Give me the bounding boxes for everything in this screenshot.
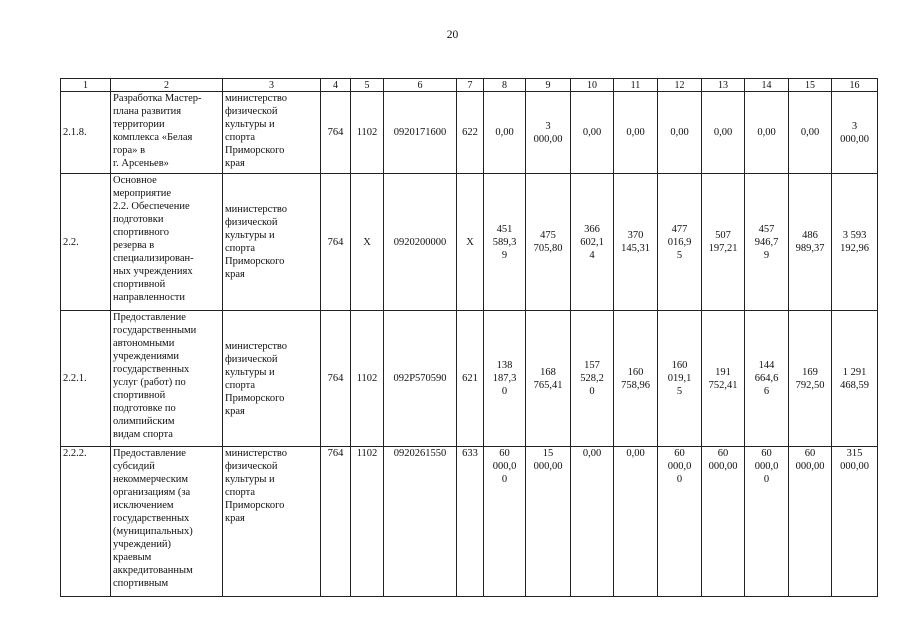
- row-number: 2.2.: [61, 174, 111, 311]
- header-cell: 15: [789, 79, 832, 92]
- code-section: 1102: [351, 311, 384, 447]
- amount-cell: 370 145,31: [621, 230, 650, 254]
- amount-cell: 486 989,37: [795, 230, 825, 254]
- amount-cell: 60 000,0 0: [754, 448, 779, 485]
- row-number: 2.2.2.: [61, 447, 111, 597]
- amount-cell: 15 000,00: [533, 448, 563, 472]
- amount-cell: 60 000,0 0: [667, 448, 692, 485]
- amount-cell: 3 000,00: [533, 120, 563, 145]
- code-grbs: 764: [321, 92, 351, 174]
- table-row: [61, 311, 878, 447]
- amount-total: 1 291 468,59: [840, 366, 869, 391]
- code-target: 0920200000: [384, 174, 457, 311]
- code-expense-type: Х: [457, 174, 484, 311]
- executor-name: министерство физической культуры и спорта Приморского края: [225, 93, 288, 169]
- row-number: 2.1.8.: [61, 92, 111, 174]
- amount-cell: 60 000,0 0: [492, 448, 517, 485]
- amount-total: 315 000,00: [840, 448, 869, 472]
- header-cell: 4: [321, 79, 351, 92]
- measure-name: Основное мероприятие 2.2. Обеспечение подготовки спортивного резерва в специализирован- ных учреждениях спортивной направленности: [113, 175, 194, 303]
- code-section: Х: [351, 174, 384, 311]
- budget-table: [60, 78, 878, 597]
- page-number: 20: [446, 29, 459, 41]
- amount-cell: 507 197,21: [708, 230, 738, 254]
- amount-cell: 191 752,41: [708, 366, 738, 391]
- code-section: 1102: [351, 92, 384, 174]
- amount-cell: 475 705,80: [533, 230, 563, 254]
- code-expense-type: 633: [457, 447, 484, 597]
- amount-cell: 144 664,6 6: [754, 360, 779, 397]
- amount-total: 3 593 192,96: [840, 230, 869, 254]
- code-grbs: 764: [321, 311, 351, 447]
- executor-name: министерство физической культуры и спорта Приморского края: [225, 448, 288, 524]
- header-cell: 14: [745, 79, 789, 92]
- amount-cell: 451 589,3 9: [492, 223, 517, 261]
- amount-cell: 457 946,7 9: [754, 223, 779, 261]
- header-cell: 11: [614, 79, 658, 92]
- header-cell: 10: [571, 79, 614, 92]
- row-number: 2.2.1.: [61, 311, 111, 447]
- amount-cell: 157 528,2 0: [580, 360, 604, 397]
- header-cell: 3: [223, 79, 321, 92]
- amount-cell: 169 792,50: [795, 366, 825, 391]
- header-cell: 6: [384, 79, 457, 92]
- amount-cell: 0,00: [626, 127, 645, 138]
- code-target: 0920261550: [384, 447, 457, 597]
- code-target: 092Р570590: [384, 311, 457, 447]
- amount-cell: 168 765,41: [533, 366, 563, 391]
- amount-cell: 366 602,1 4: [580, 223, 604, 261]
- header-cell: 9: [526, 79, 571, 92]
- amount-cell: 477 016,9 5: [667, 223, 692, 261]
- amount-cell: 0,00: [626, 448, 645, 459]
- code-expense-type: 622: [457, 92, 484, 174]
- header-cell: 2: [111, 79, 223, 92]
- amount-total: 3 000,00: [840, 120, 869, 145]
- code-grbs: 764: [321, 447, 351, 597]
- table-row: [61, 92, 878, 174]
- measure-name: Предоставление субсидий некоммерческим организациям (за исключением государственных (муниципальных) учреждений) краевым аккредитованным спортивным: [113, 448, 193, 589]
- header-cell: 16: [832, 79, 878, 92]
- header-cell: 7: [457, 79, 484, 92]
- amount-cell: 0,00: [800, 127, 820, 138]
- header-cell: 1: [61, 79, 111, 92]
- amount-cell: 60 000,00: [795, 448, 825, 472]
- amount-cell: 0,00: [582, 127, 602, 138]
- code-expense-type: 621: [457, 311, 484, 447]
- executor-name: министерство физической культуры и спорта Приморского края: [225, 340, 288, 417]
- amount-cell: 0,00: [757, 127, 776, 138]
- header-cell: 13: [702, 79, 745, 92]
- header-cell: 12: [658, 79, 702, 92]
- amount-cell: 0,00: [495, 127, 514, 138]
- amount-cell: 160 019,1 5: [667, 360, 692, 397]
- table-row: [61, 447, 878, 597]
- amount-cell: 0,00: [713, 127, 733, 138]
- header-cell: 5: [351, 79, 384, 92]
- code-section: 1102: [351, 447, 384, 597]
- header-row: [61, 79, 878, 92]
- amount-cell: 0,00: [670, 127, 689, 138]
- measure-name: Разработка Мастер- плана развития территории комплекса «Белая гора» в г. Арсеньев»: [113, 93, 202, 169]
- code-grbs: 764: [321, 174, 351, 311]
- executor-name: министерство физической культуры и спорта Приморского края: [225, 204, 288, 280]
- code-target: 0920171600: [384, 92, 457, 174]
- amount-cell: 60 000,00: [708, 448, 738, 472]
- amount-cell: 0,00: [582, 448, 602, 459]
- amount-cell: 160 758,96: [621, 366, 650, 391]
- table-row: [61, 174, 878, 311]
- measure-name: Предоставление государственными автономными учреждениями государственных услуг (работ) по спортивной подготовке по олимпийским видам спорта: [113, 312, 197, 440]
- header-cell: 8: [484, 79, 526, 92]
- amount-cell: 138 187,3 0: [492, 360, 517, 397]
